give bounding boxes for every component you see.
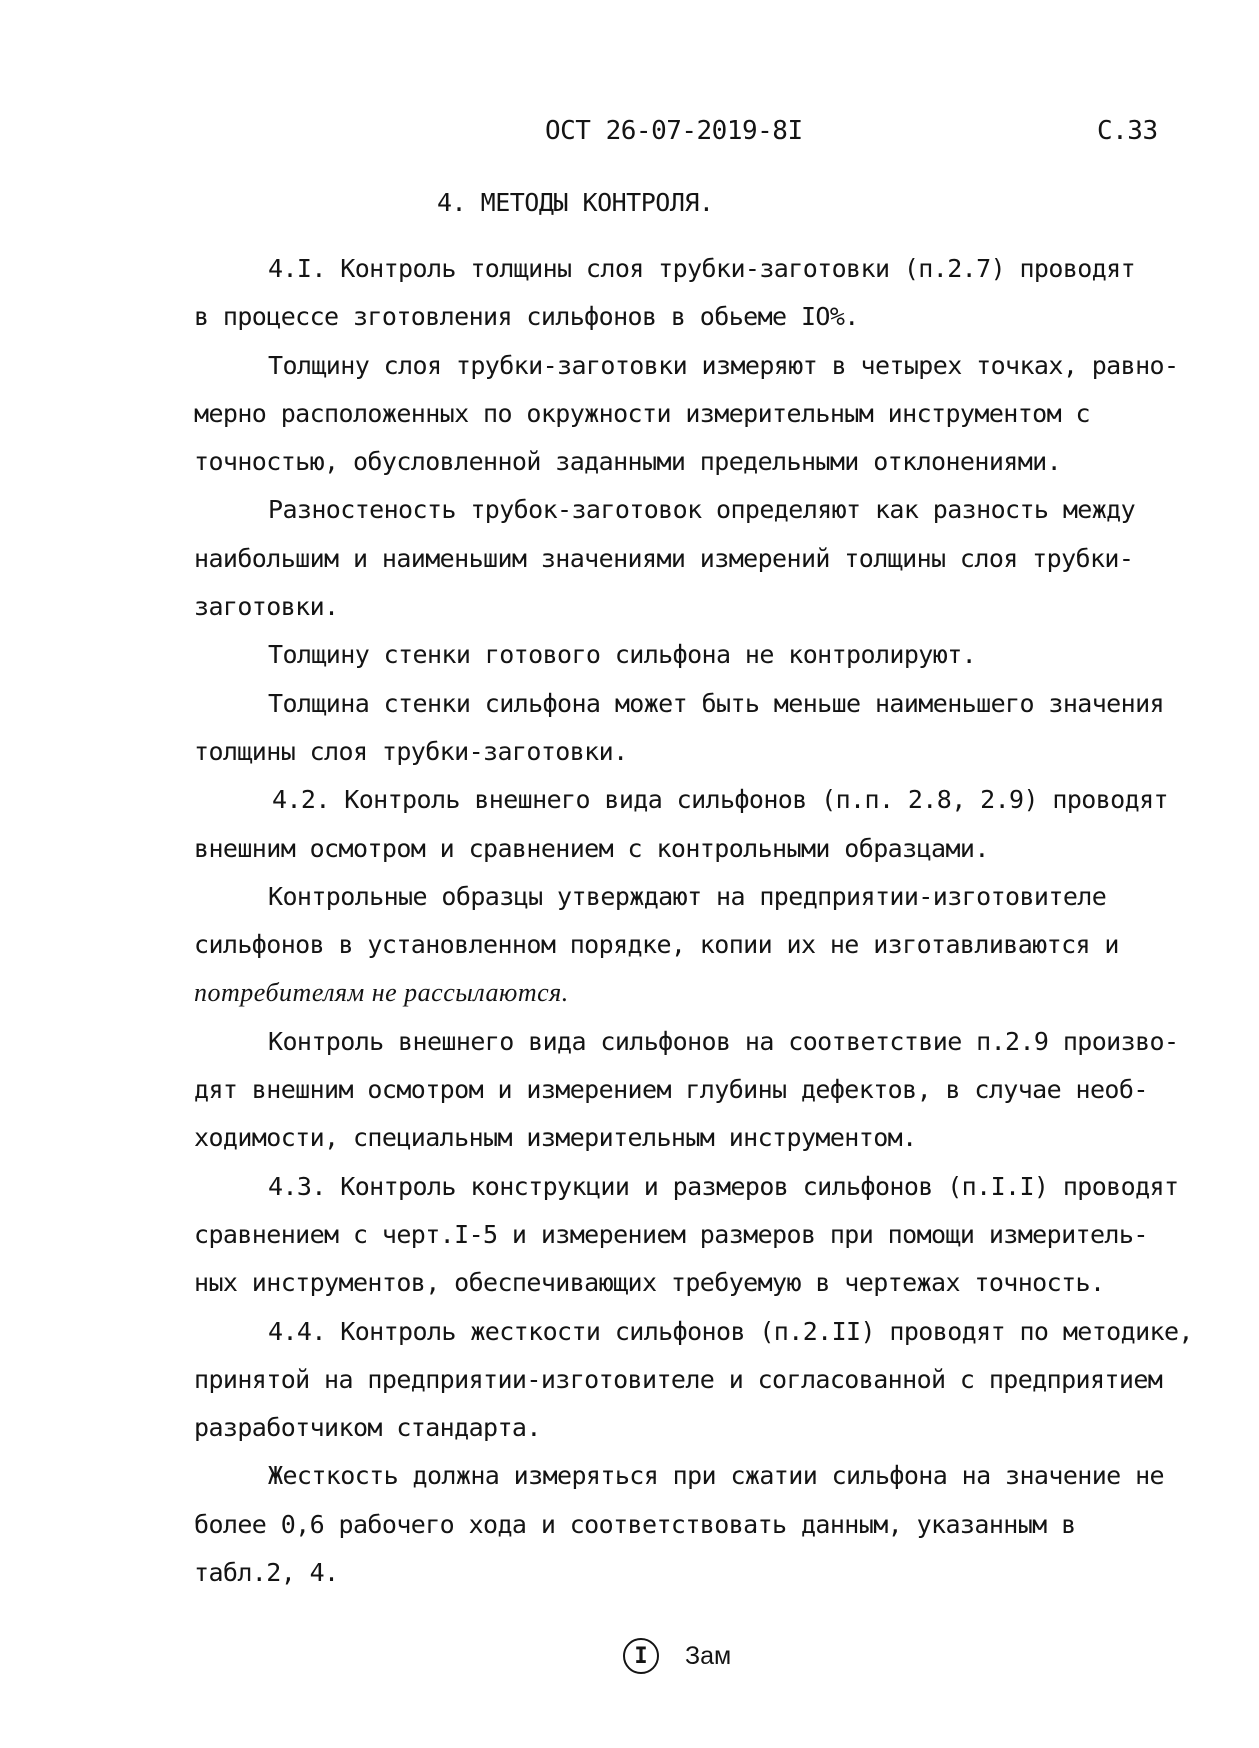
text-line: мерно расположенных по окружности измерительным инструментом с (194, 398, 1090, 428)
text-line: дят внешним осмотром и измерением глубины дефектов, в случае необ- (194, 1075, 1148, 1105)
text-line: ных инструментов, обеспечивающих требуемую в чертежах точность. (194, 1268, 1105, 1298)
text-line: сравнением с черт.I-5 и измерением размеров при помощи измеритель- (194, 1219, 1148, 1249)
text-line: сильфонов в установленном порядке, копии их не изготавливаются и (194, 930, 1119, 960)
change-mark (623, 1638, 731, 1674)
change-label: Зам (685, 1641, 732, 1670)
text-line: 4.2. Контроль внешнего вида сильфонов (п.п. 2.8, 2.9) проводят (272, 785, 1168, 815)
text-line: Контрольные образцы утверждают на предприятии-изготовителе (268, 881, 1107, 911)
text-line: более 0,6 рабочего хода и соответствовать данным, указанным в (194, 1509, 1076, 1539)
text-line: принятой на предприятии-изготовителе и согласованной с предприятием (194, 1364, 1163, 1394)
text-line: 4.I. Контроль толщины слоя трубки-заготовки (п.2.7) проводят (268, 254, 1136, 283)
page-number: С.33 (1097, 116, 1158, 146)
text-line: заготовки. (194, 592, 339, 622)
text-line: потребителям не рассылаются. (194, 978, 569, 1008)
text-line: Разностеность трубок-заготовок определяют как разность между (268, 495, 1136, 525)
text-line: точностью, обусловленной заданными предельными отклонениями. (194, 447, 1062, 477)
text-line: Толщину стенки готового сильфона не контролируют. (268, 640, 977, 670)
text-line: Жесткость должна измеряться при сжатии сильфона на значение не (268, 1461, 1164, 1491)
text-line: Толщину слоя трубки-заготовки измеряют в четырех точках, равно- (268, 350, 1179, 380)
text-line: в процессе зготовления сильфонов в обьеме IO%. (194, 302, 859, 332)
section-title: 4. МЕТОДЫ КОНТРОЛЯ. (437, 188, 714, 217)
text-line: разработчиком стандарта. (194, 1413, 541, 1443)
document-code: ОСТ 26-07-2019-8I (545, 116, 803, 146)
text-line: Толщина стенки сильфона может быть меньше наименьшего значения (268, 688, 1164, 718)
text-line: внешним осмотром и сравнением с контрольными образцами. (194, 833, 989, 863)
text-line: 4.4. Контроль жесткости сильфонов (п.2.II) проводят по методике, (268, 1316, 1193, 1346)
text-line: ходимости, специальным измерительным инструментом. (194, 1123, 917, 1153)
text-line: табл.2, 4. (194, 1558, 339, 1588)
text-line: толщины слоя трубки-заготовки. (194, 736, 628, 766)
text-line: наибольшим и наименьшим значениями измерений толщины слоя трубки- (194, 543, 1134, 573)
change-number-circle: I (623, 1638, 659, 1674)
text-line: Контроль внешнего вида сильфонов на соответствие п.2.9 произво- (268, 1026, 1179, 1056)
body-text (194, 245, 1244, 1597)
text-line: 4.3. Контроль конструкции и размеров сильфонов (п.I.I) проводят (268, 1171, 1179, 1201)
